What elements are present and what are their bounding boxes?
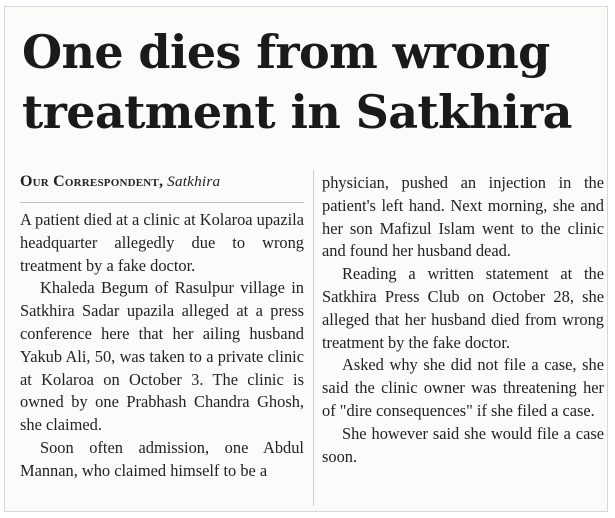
paragraph: Khaleda Begum of Rasulpur village in Satkhira Sadar upazila alleged at a press conference here that her ailing husband Yakub Ali, 50, was taken to a private clinic at Kolaroa on October 3. The clinic is owned by one Prabhash Chandra Ghosh, she claimed. <box>20 278 304 435</box>
paragraph: Asked why she did not file a case, she said the clinic owner was threatening her of "dire consequences" if she filed a case. <box>322 355 604 420</box>
headline <box>22 22 602 142</box>
headline-line-2: treatment in Satkhira <box>22 85 572 139</box>
article-column-left <box>20 172 304 483</box>
article-column-right <box>322 172 604 468</box>
byline-rule <box>20 202 304 203</box>
headline-line-1: One dies from wrong <box>22 25 550 79</box>
paragraph: She however said she would file a case soon. <box>322 423 604 466</box>
paragraph: Soon often admission, one Abdul Mannan, who claimed himself to be a <box>20 437 304 480</box>
byline <box>20 172 304 192</box>
byline-org: Our Correspondent, <box>20 173 164 190</box>
byline-place: Satkhira <box>167 173 221 190</box>
column-divider <box>313 170 314 506</box>
paragraph: physician, pushed an injection in the patient's left hand. Next morning, she and her son Mafizul Islam went to the clinic and found her husband dead. <box>322 173 604 261</box>
paragraph: A patient died at a clinic at Kolaroa upazila headquarter allegedly due to wrong treatment by a fake doctor. <box>20 210 304 275</box>
paragraph: Reading a written statement at the Satkhira Press Club on October 28, she alleged that her husband died from wrong treatment by the fake doctor. <box>322 264 604 352</box>
